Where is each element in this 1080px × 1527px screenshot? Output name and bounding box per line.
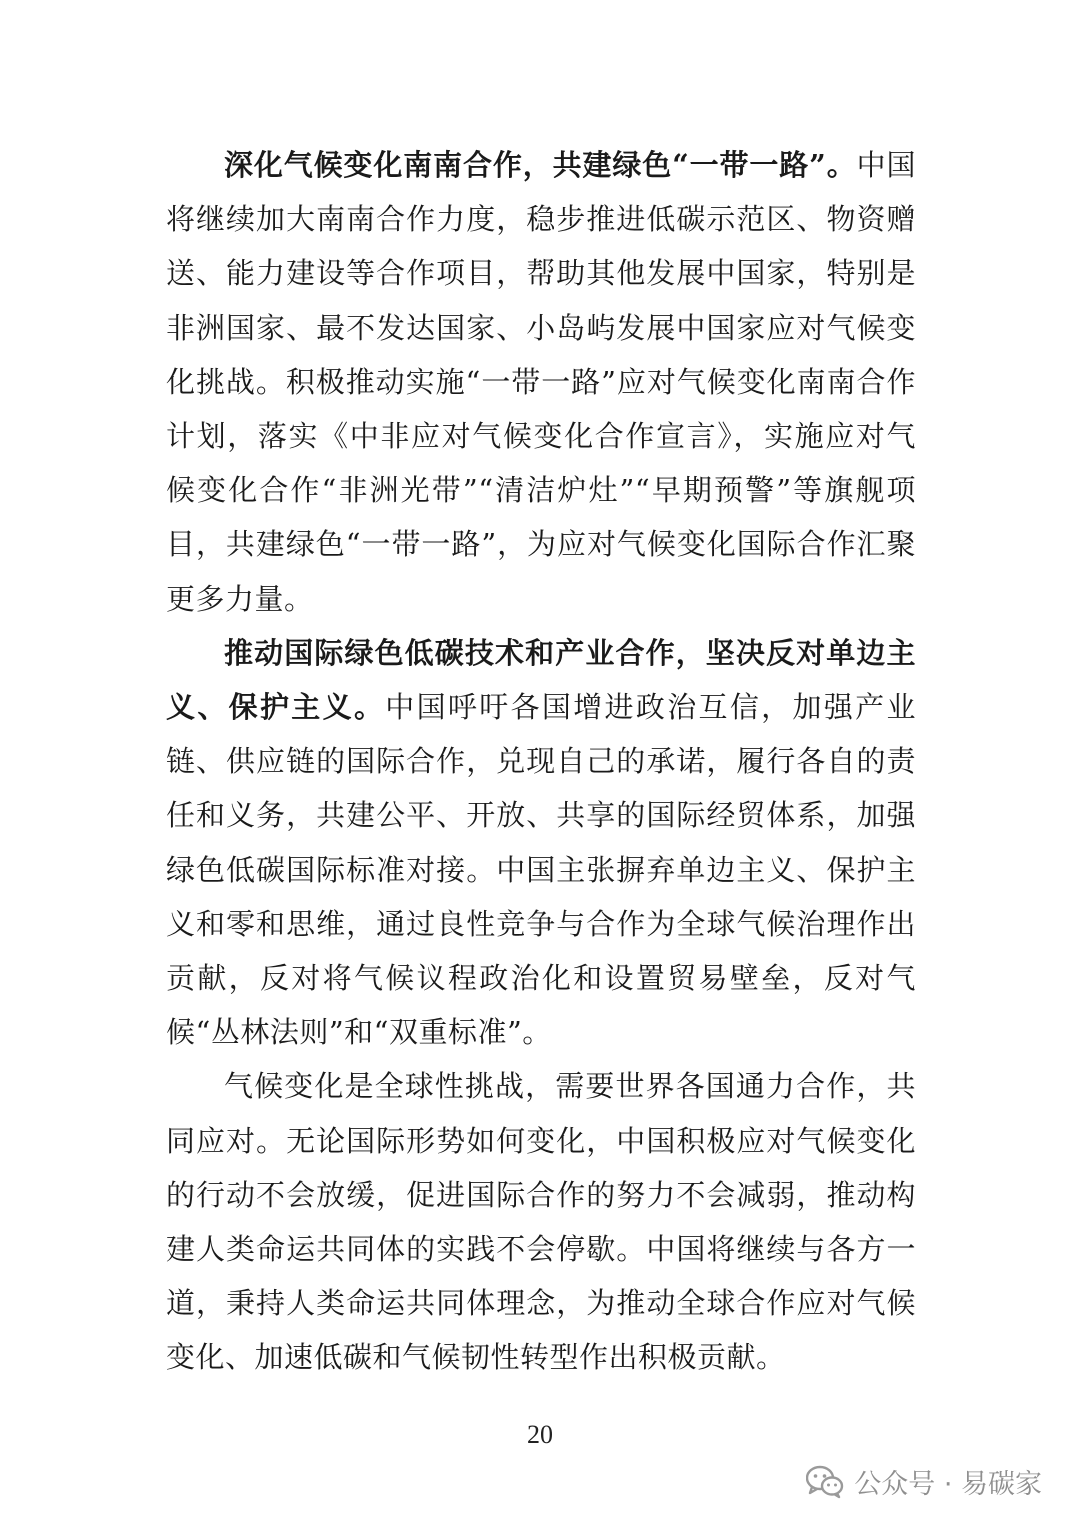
paragraph-2-text: 中国呼吁各国增进政治互信，加强产业链、供应链的国际合作，兑现自己的承诺，履行各自的责任和义务，共建公平、开放、共享的国际经贸体系，加强绿色低碳国际标准对接。中国主张摒弃单边主义、保护主义和零和思维，通过良性竞争与合作为全球气候治理作出贡献，反对将气候议程政治化和设置贸易壁垒，反对气候“丛林法则”和“双重标准”。 (166, 690, 916, 1050)
watermark-text: 公众号 · 易碳家 (854, 1469, 1042, 1500)
paragraph-1-lead: 深化气候变化南南合作，共建绿色“一带一路”。 (224, 148, 857, 182)
watermark (806, 1462, 1042, 1501)
paragraph-1-text: 中国将继续加大南南合作力度，稳步推进低碳示范区、物资赠送、能力建设等合作项目，帮助其他发展中国家，特别是非洲国家、最不发达国家、小岛屿发展中国家应对气候变化挑战。积极推动实施“一带一路”应对气候变化南南合作计划，落实《中非应对气候变化合作宣言》，实施应对气候变化合作“非洲光带”“清洁炉灶”“早期预警”等旗舰项目，共建绿色“一带一路”，为应对气候变化国际合作汇聚更多力量。 (166, 148, 916, 616)
paragraph-3-text: 气候变化是全球性挑战，需要世界各国通力合作，共同应对。无论国际形势如何变化，中国积极应对气候变化的行动不会放缓，促进国际合作的努力不会减弱，推动构建人类命运共同体的实践不会停歇。中国将继续与各方一道，秉持人类命运共同体理念，为推动全球合作应对气候变化、加速低碳和气候韧性转型作出积极贡献。 (166, 1069, 916, 1375)
page-number: 20 (527, 1420, 553, 1449)
body-text (166, 138, 916, 1385)
paragraph-1 (166, 138, 916, 626)
wechat-icon (806, 1465, 844, 1499)
paragraph-2-lead: 推动国际绿色低碳技术和产业合作，坚决反对单边主义、保护主义。 (166, 635, 916, 725)
paragraph-3 (166, 1059, 916, 1384)
paragraph-2 (166, 626, 916, 1060)
